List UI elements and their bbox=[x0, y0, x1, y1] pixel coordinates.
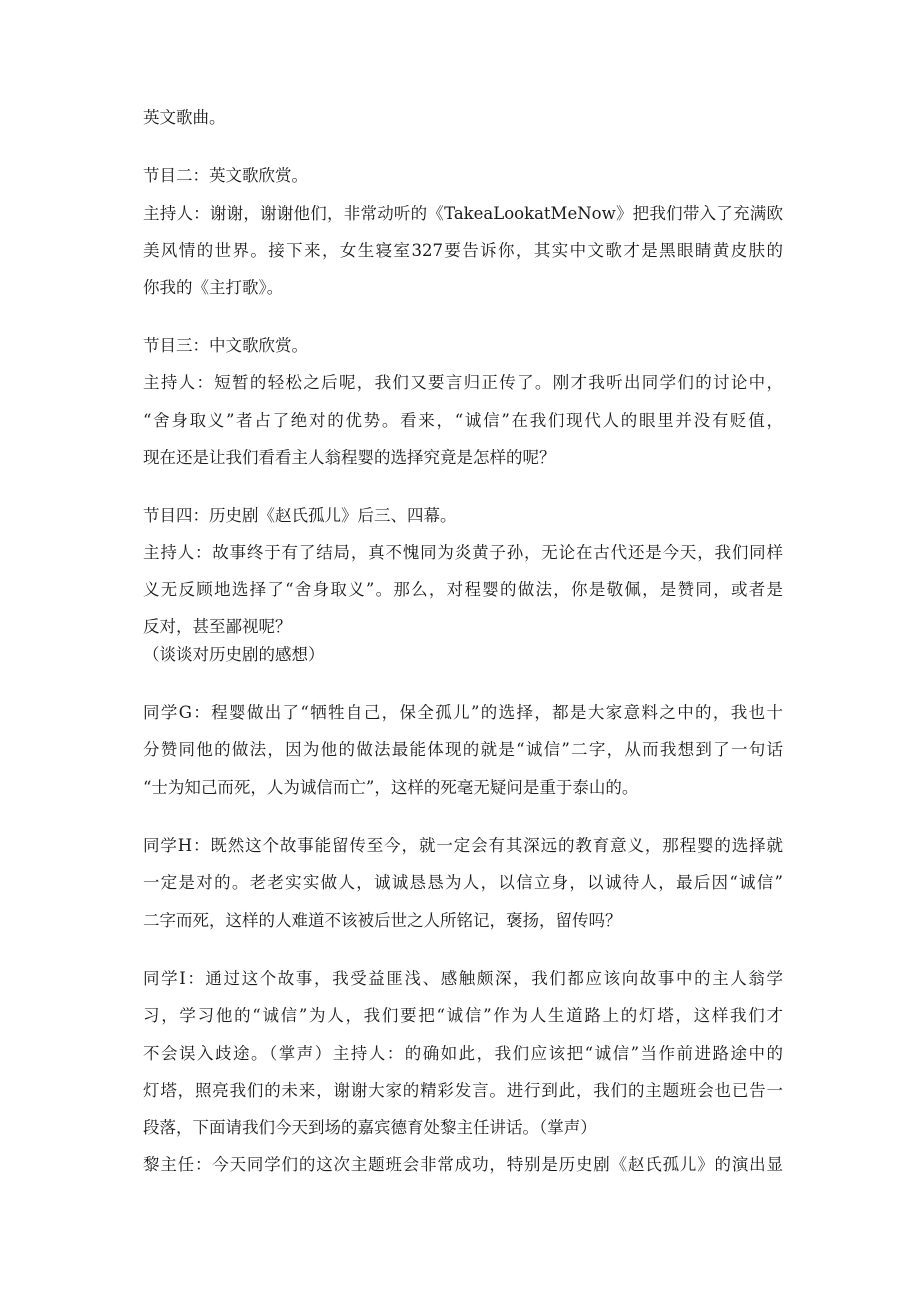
text-line: 一定是对的。老老实实做人，诚诚恳恳为人，以信立身，以诚待人，最后因“诚信” bbox=[143, 873, 783, 892]
text-line: 现在还是让我们看看主人翁程婴的选择究竟是怎样的呢？ bbox=[143, 448, 556, 467]
text-line: 英文歌曲。 bbox=[143, 108, 226, 127]
text-line: 主持人：短暂的轻松之后呢，我们又要言归正传了。刚才我听出同学们的讨论中， bbox=[143, 373, 783, 392]
text-line: （谈谈对历史剧的感想） bbox=[143, 645, 325, 664]
text-line: 习，学习他的“诚信”为人，我们要把“诚信”作为人生道路上的灯塔，这样我们才 bbox=[143, 1006, 783, 1025]
text-line: 主持人：故事终于有了结局，真不愧同为炎黄子孙，无论在古代还是今天，我们同样 bbox=[143, 543, 783, 562]
program-heading: 节目四：历史剧《赵氏孤儿》后三、四幕。 bbox=[143, 506, 457, 525]
text-line: 分赞同他的做法，因为他的做法最能体现的就是“诚信”二字，从而我想到了一句话 bbox=[143, 740, 783, 759]
text-line: 你我的《主打歌》。 bbox=[143, 278, 284, 297]
text-line: 义无反顾地选择了“舍身取义”。那么，对程婴的做法，你是敬佩，是赞同，或者是 bbox=[143, 580, 783, 599]
program-heading: 节目三：中文歌欣赏。 bbox=[143, 336, 308, 355]
program-heading: 节目二：英文歌欣赏。 bbox=[143, 166, 308, 185]
text-line: 不会误入歧途。（掌声）主持人：的确如此，我们应该把“诚信”当作前进路途中的 bbox=[143, 1044, 783, 1063]
text-line: 同学G：程婴做出了“牺牲自己，保全孤儿”的选择，都是大家意料之中的，我也十 bbox=[143, 703, 783, 722]
text-line: 同学H：既然这个故事能留传至今，就一定会有其深远的教育意义，那程婴的选择就 bbox=[143, 836, 783, 855]
text-line: 同学I：通过这个故事，我受益匪浅、感触颇深，我们都应该向故事中的主人翁学 bbox=[143, 969, 783, 988]
text-line: 主持人：谢谢，谢谢他们，非常动听的《TakeaLookatMeNow》把我们带入了充满欧 bbox=[143, 204, 783, 223]
text-line: “士为知己而死，人为诚信而亡”，这样的死毫无疑问是重于泰山的。 bbox=[143, 778, 639, 797]
text-line: 美风情的世界。接下来，女生寝室327要告诉你，其实中文歌才是黑眼睛黄皮肤的 bbox=[143, 241, 783, 260]
text-line: “舍身取义”者占了绝对的优势。看来，“诚信”在我们现代人的眼里并没有贬值， bbox=[143, 411, 783, 430]
text-line: 二字而死，这样的人难道不该被后世之人所铭记，褒扬，留传吗？ bbox=[143, 911, 622, 930]
text-line: 段落，下面请我们今天到场的嘉宾德育处黎主任讲话。（掌声） bbox=[143, 1118, 597, 1137]
text-line: 黎主任：今天同学们的这次主题班会非常成功，特别是历史剧《赵氏孤儿》的演出显 bbox=[143, 1155, 783, 1174]
text-line: 反对，甚至鄙视呢？ bbox=[143, 617, 292, 636]
text-line: 灯塔，照亮我们的未来，谢谢大家的精彩发言。进行到此，我们的主题班会也已告一 bbox=[143, 1081, 783, 1100]
